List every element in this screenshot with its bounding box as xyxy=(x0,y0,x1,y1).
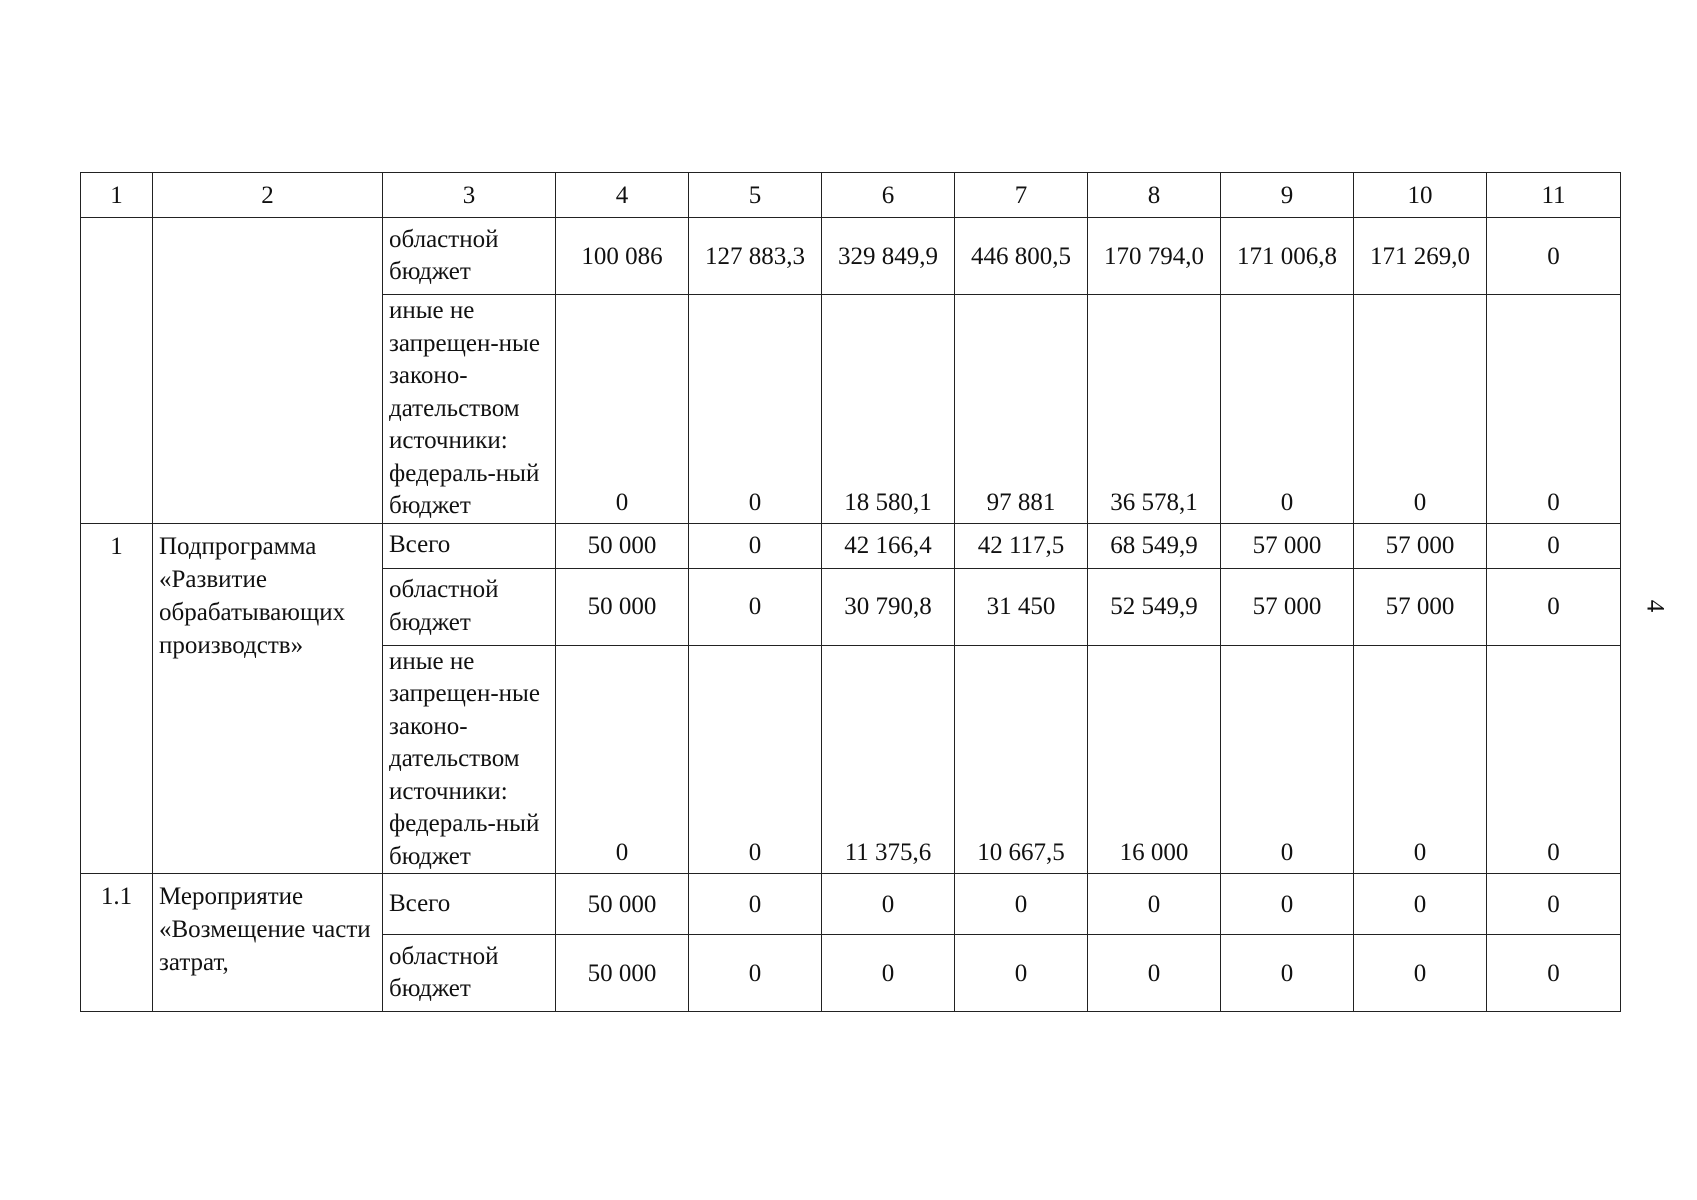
value-cell: 16 000 xyxy=(1088,645,1221,874)
value-cell: 0 xyxy=(1487,295,1621,524)
value-cell: 329 849,9 xyxy=(822,218,955,295)
value-cell: 0 xyxy=(1487,874,1621,935)
value-cell: 0 xyxy=(1354,874,1487,935)
value-cell: 57 000 xyxy=(1354,523,1487,568)
value-cell: 0 xyxy=(822,935,955,1012)
value-cell: 0 xyxy=(689,935,822,1012)
value-cell: 100 086 xyxy=(556,218,689,295)
value-cell: 127 883,3 xyxy=(689,218,822,295)
row-number: 1.1 xyxy=(81,874,153,1012)
column-number: 3 xyxy=(383,173,556,218)
column-number: 9 xyxy=(1221,173,1354,218)
funding-source: Всего xyxy=(383,874,556,935)
value-cell: 18 580,1 xyxy=(822,295,955,524)
column-number: 11 xyxy=(1487,173,1621,218)
value-cell: 31 450 xyxy=(955,568,1088,645)
column-number: 10 xyxy=(1354,173,1487,218)
column-number: 5 xyxy=(689,173,822,218)
value-cell: 0 xyxy=(1221,295,1354,524)
value-cell: 68 549,9 xyxy=(1088,523,1221,568)
value-cell: 0 xyxy=(1354,935,1487,1012)
value-cell: 0 xyxy=(689,645,822,874)
value-cell: 0 xyxy=(556,645,689,874)
value-cell: 36 578,1 xyxy=(1088,295,1221,524)
value-cell: 57 000 xyxy=(1354,568,1487,645)
value-cell: 0 xyxy=(556,295,689,524)
page-number: 4 xyxy=(1641,599,1669,613)
column-number: 6 xyxy=(822,173,955,218)
row-number xyxy=(81,218,153,524)
value-cell: 97 881 xyxy=(955,295,1088,524)
value-cell: 0 xyxy=(1088,874,1221,935)
value-cell: 0 xyxy=(689,295,822,524)
value-cell: 10 667,5 xyxy=(955,645,1088,874)
column-number: 1 xyxy=(81,173,153,218)
value-cell: 446 800,5 xyxy=(955,218,1088,295)
value-cell: 42 117,5 xyxy=(955,523,1088,568)
table-row xyxy=(81,218,1621,295)
value-cell: 171 006,8 xyxy=(1221,218,1354,295)
value-cell: 0 xyxy=(955,935,1088,1012)
funding-source: иные не запрещен-ные законо-дательством источники: федераль-ный бюджет xyxy=(383,645,556,874)
funding-source: иные не запрещен-ные законо-дательством источники: федераль-ный бюджет xyxy=(383,295,556,524)
value-cell: 0 xyxy=(1487,218,1621,295)
value-cell: 30 790,8 xyxy=(822,568,955,645)
funding-source: областной бюджет xyxy=(383,935,556,1012)
value-cell: 57 000 xyxy=(1221,568,1354,645)
value-cell: 50 000 xyxy=(556,874,689,935)
table-row xyxy=(81,874,1621,935)
value-cell: 50 000 xyxy=(556,568,689,645)
column-number-row xyxy=(81,173,1621,218)
column-number: 7 xyxy=(955,173,1088,218)
value-cell: 42 166,4 xyxy=(822,523,955,568)
value-cell: 57 000 xyxy=(1221,523,1354,568)
value-cell: 0 xyxy=(1221,874,1354,935)
value-cell: 0 xyxy=(1088,935,1221,1012)
value-cell: 0 xyxy=(1221,645,1354,874)
value-cell: 0 xyxy=(955,874,1088,935)
funding-source: Всего xyxy=(383,523,556,568)
column-number: 4 xyxy=(556,173,689,218)
value-cell: 170 794,0 xyxy=(1088,218,1221,295)
value-cell: 0 xyxy=(689,874,822,935)
funding-source: областной бюджет xyxy=(383,568,556,645)
value-cell: 52 549,9 xyxy=(1088,568,1221,645)
row-number: 1 xyxy=(81,523,153,874)
value-cell: 0 xyxy=(1487,523,1621,568)
value-cell: 50 000 xyxy=(556,523,689,568)
column-number: 2 xyxy=(153,173,383,218)
program-name: Мероприятие «Возмещение части затрат, xyxy=(153,874,383,1012)
value-cell: 11 375,6 xyxy=(822,645,955,874)
value-cell: 0 xyxy=(1487,645,1621,874)
value-cell: 0 xyxy=(689,568,822,645)
program-name xyxy=(153,218,383,524)
value-cell: 50 000 xyxy=(556,935,689,1012)
value-cell: 0 xyxy=(1487,935,1621,1012)
funding-source: областной бюджет xyxy=(383,218,556,295)
value-cell: 0 xyxy=(1354,295,1487,524)
value-cell: 0 xyxy=(822,874,955,935)
value-cell: 0 xyxy=(1354,645,1487,874)
budget-table xyxy=(80,172,1621,1012)
column-number: 8 xyxy=(1088,173,1221,218)
value-cell: 0 xyxy=(1487,568,1621,645)
value-cell: 171 269,0 xyxy=(1354,218,1487,295)
table-row xyxy=(81,523,1621,568)
value-cell: 0 xyxy=(1221,935,1354,1012)
program-name: Подпрограмма «Развитие обрабатывающих производств» xyxy=(153,523,383,874)
value-cell: 0 xyxy=(689,523,822,568)
